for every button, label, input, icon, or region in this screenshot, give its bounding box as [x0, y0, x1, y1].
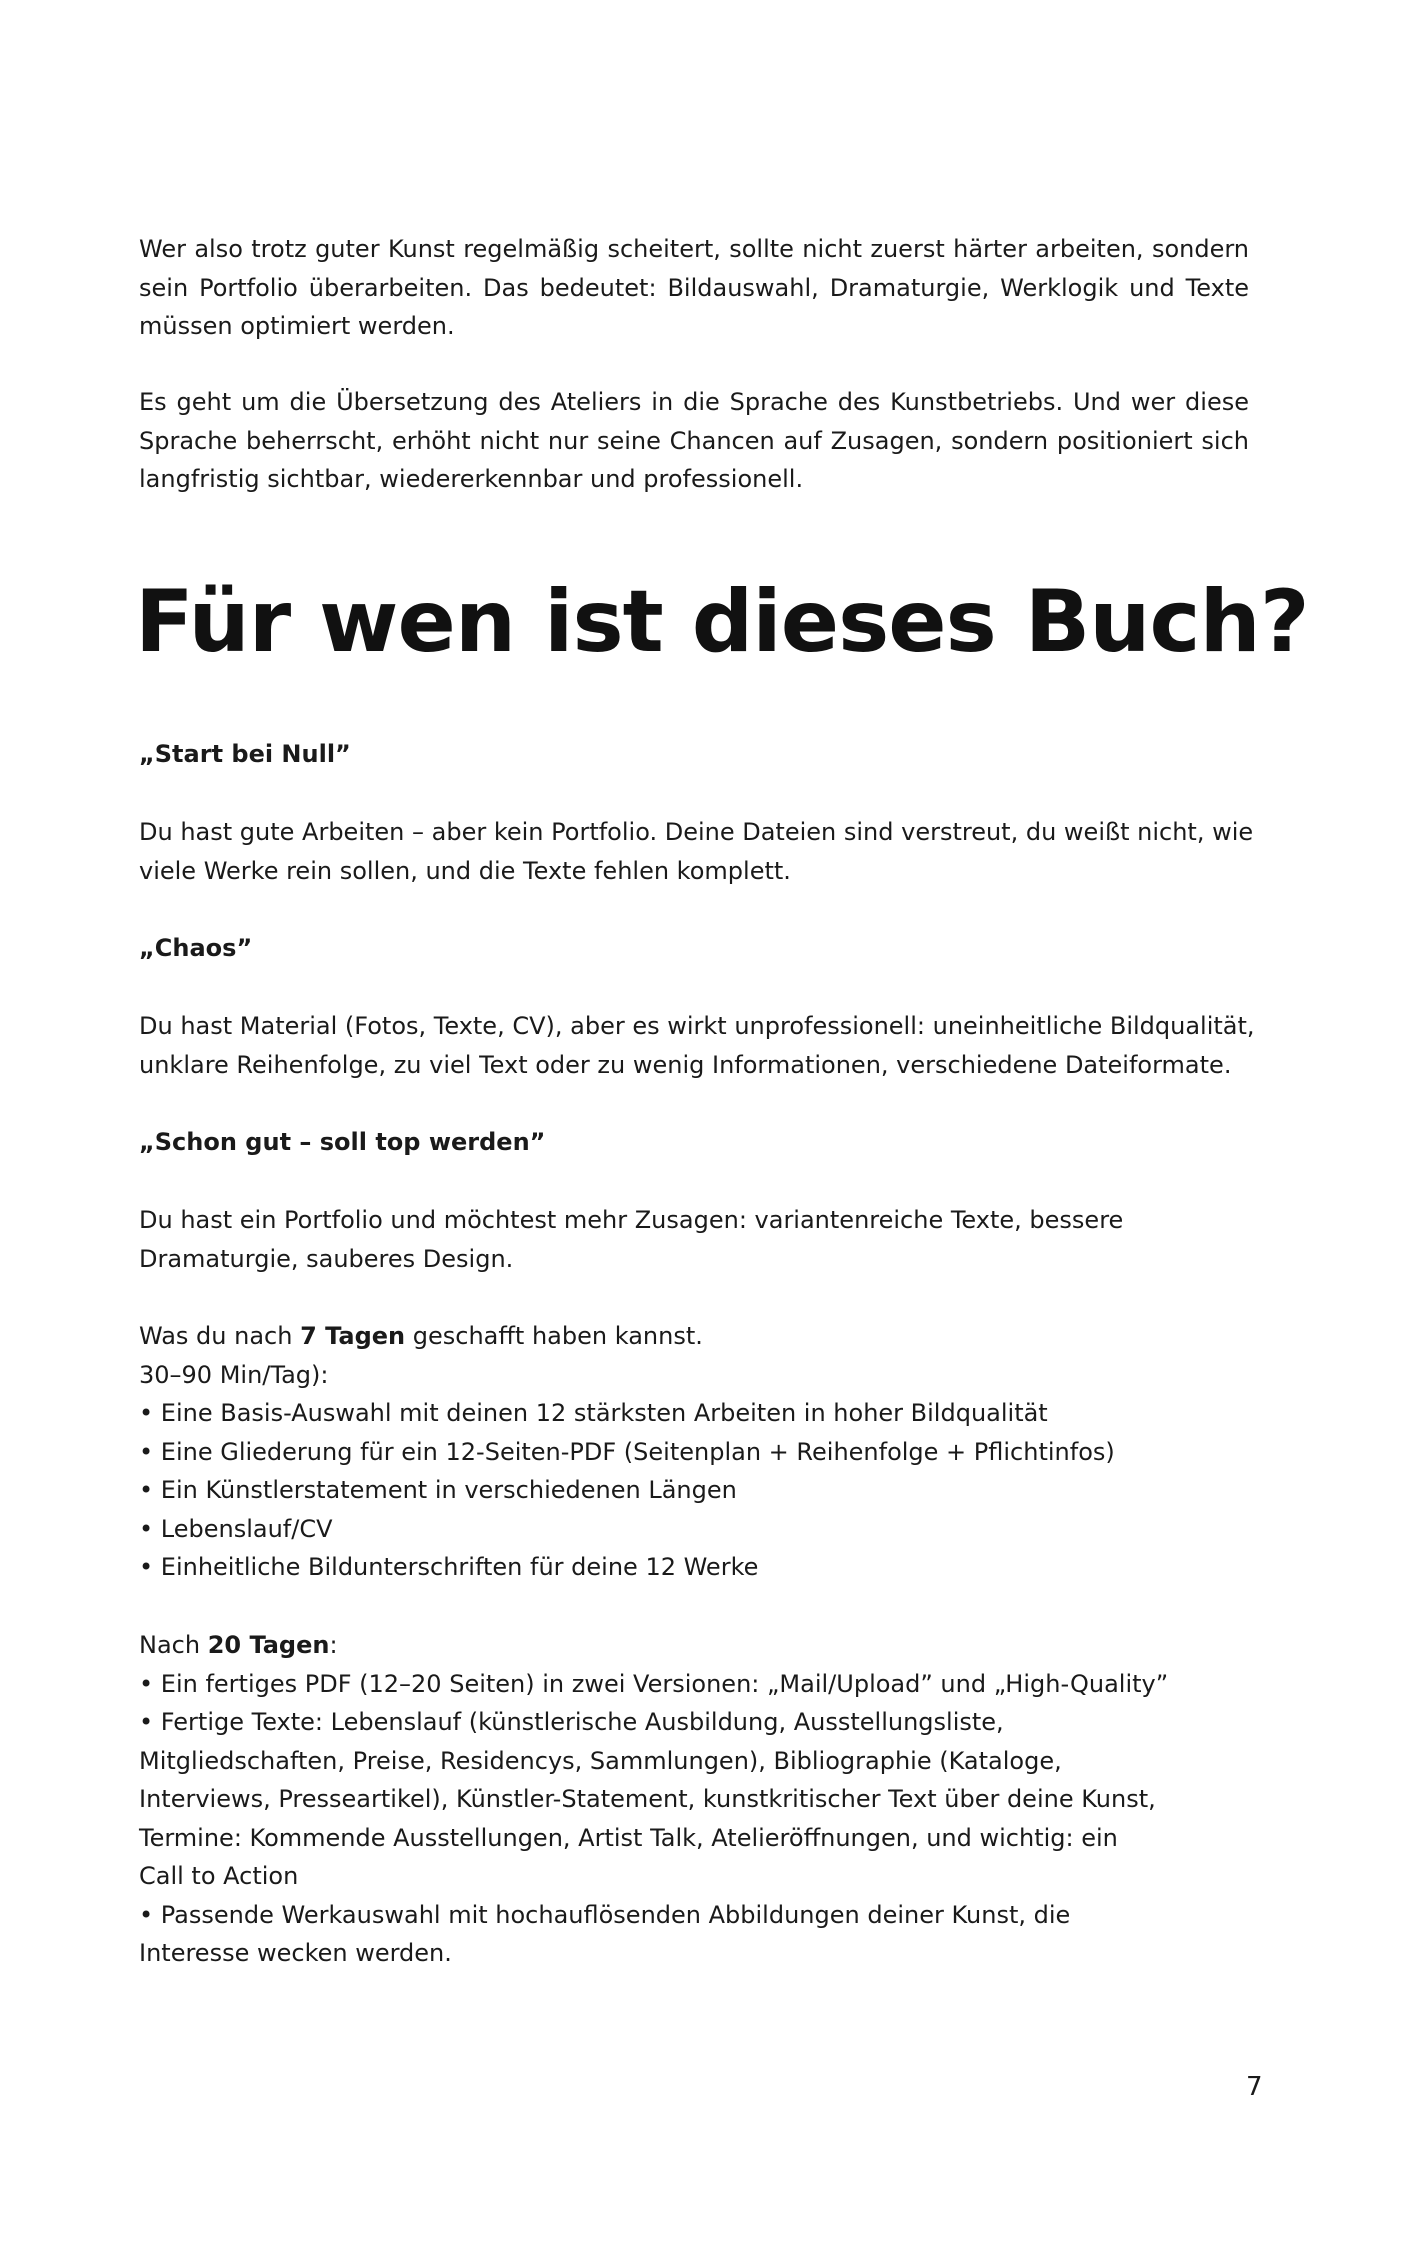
audience-text-top: [139, 1201, 1249, 1278]
bullet-item: • Ein Künstlerstatement in verschiedenen Längen: [139, 1476, 737, 1504]
text-line: Du hast Material (Fotos, Texte, CV), aber es wirkt unprofessionell: uneinheitliche Bildqualität,: [139, 1012, 1255, 1040]
text-line: • Passende Werkauswahl mit hochauflösenden Abbildungen deiner Kunst, die: [139, 1900, 1071, 1929]
text-line: unklare Reihenfolge, zu viel Text oder zu wenig Informationen, verschiedene Dateiformate.: [139, 1050, 1232, 1079]
text-line: viele Werke rein sollen, und die Texte fehlen komplett.: [139, 856, 791, 885]
audience-title-chaos: „Chaos”: [139, 934, 253, 962]
twenty-days-section: [139, 1626, 1249, 1973]
text-line: • Fertige Texte: Lebenslauf (künstlerische Ausbildung, Ausstellungsliste,: [139, 1708, 1004, 1736]
text-line: Du hast gute Arbeiten – aber kein Portfolio. Deine Dateien sind verstreut, du weißt nicht, wie: [139, 818, 1254, 846]
page-number: 7: [1246, 2072, 1263, 2102]
time-per-day: 30–90 Min/Tag):: [139, 1360, 329, 1389]
intro-paragraph-2: Es geht um die Übersetzung des Ateliers in die Sprache des Kunstbetriebs. Und wer diese Sprache beherrscht, erhöht nicht nur seine Chancen auf Zusagen, sondern positioniert sich langfristig sichtbar, wiedererkennbar und professionell.: [139, 388, 1249, 493]
bullet-item: • Lebenslauf/CV: [139, 1514, 333, 1543]
text-line: Dramaturgie, sauberes Design.: [139, 1244, 514, 1273]
intro-text: Was du nach: [139, 1322, 301, 1350]
audience-text-chaos: [139, 1007, 1255, 1084]
intro-text: geschafft haben kannst.: [405, 1322, 703, 1350]
text-line: Termine: Kommende Ausstellungen, Artist Talk, Atelieröffnungen, und wichtig: ein: [139, 1823, 1118, 1852]
text-line: Call to Action: [139, 1862, 299, 1890]
intro-text: :: [329, 1631, 338, 1659]
twenty-days-emphasis: 20 Tagen: [207, 1631, 330, 1659]
audience-title-start: „Start bei Null”: [139, 740, 351, 768]
section-heading: Für wen ist dieses Buch?: [135, 572, 1309, 672]
intro-text: Nach: [139, 1631, 208, 1659]
intro-paragraph-1: Wer also trotz guter Kunst regelmäßig scheitert, sollte nicht zuerst härter arbeiten, sondern sein Portfolio überarbeiten. Das bedeutet: Bildauswahl, Dramaturgie, Werklogik und Texte müssen optimiert werden.: [139, 235, 1249, 340]
seven-days-emphasis: 7 Tagen: [300, 1322, 406, 1350]
bullet-item: • Eine Gliederung für ein 12-Seiten-PDF (Seitenplan + Reihenfolge + Pflichtinfos): [139, 1437, 1115, 1466]
audience-title-top: „Schon gut – soll top werden”: [139, 1128, 546, 1156]
seven-days-intro: [139, 1317, 1249, 1356]
bullet-item: • Eine Basis-Auswahl mit deinen 12 stärksten Arbeiten in hoher Bildqualität: [139, 1399, 1048, 1427]
audience-text-start: [139, 813, 1254, 890]
text-line: Du hast ein Portfolio und möchtest mehr Zusagen: variantenreiche Texte, bessere: [139, 1206, 1124, 1234]
text-line: Mitgliedschaften, Preise, Residencys, Sammlungen), Bibliographie (Kataloge,: [139, 1746, 1062, 1775]
twenty-days-intro: [139, 1626, 1249, 1665]
text-line: Interviews, Presseartikel), Künstler-Statement, kunstkritischer Text über deine Kunst,: [139, 1785, 1156, 1813]
bullet-item: • Einheitliche Bildunterschriften für deine 12 Werke: [139, 1553, 759, 1581]
text-line: Interesse wecken werden.: [139, 1939, 452, 1967]
text-line: • Ein fertiges PDF (12–20 Seiten) in zwei Versionen: „Mail/Upload” und „High-Quality”: [139, 1669, 1169, 1698]
seven-days-section: [139, 1317, 1249, 1587]
